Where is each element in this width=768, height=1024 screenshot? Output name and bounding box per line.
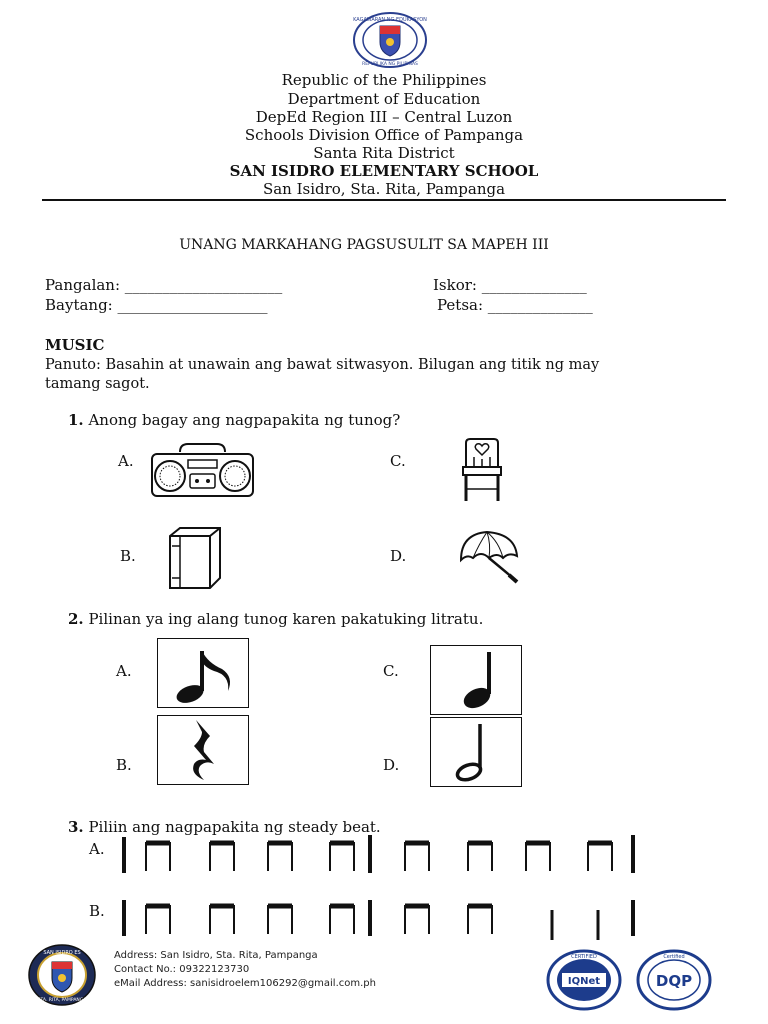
svg-text:IQNet: IQNet	[567, 976, 601, 987]
choice-letter[interactable]: D.	[390, 547, 407, 565]
question-text: Piliin ang nagpapakita ng steady beat.	[88, 818, 381, 836]
choice-letter[interactable]: A.	[89, 840, 105, 858]
question-text: Anong bagay ang nagpapakita ng tunog?	[88, 411, 401, 429]
question-number: 3.	[68, 818, 84, 836]
svg-text:STA. RITA, PAMPANGA: STA. RITA, PAMPANGA	[37, 998, 87, 1003]
dqp-certified-seal-icon	[636, 949, 712, 1015]
question-number: 2.	[68, 610, 84, 628]
eighth-note-icon[interactable]	[157, 638, 249, 708]
footer-contact: Contact No.: 09322123730	[114, 964, 250, 975]
choice-letter[interactable]: A.	[118, 452, 134, 470]
header-line-department: Department of Education	[287, 90, 481, 108]
quarter-rest-icon[interactable]	[157, 715, 249, 785]
question-1	[68, 411, 400, 429]
question-text: Pilinan ya ing alang tunog karen pakatuking litratu.	[88, 610, 484, 628]
svg-text:CERTIFIED: CERTIFIED	[571, 954, 597, 960]
question-2	[68, 610, 483, 628]
deped-seal-icon	[352, 12, 428, 68]
exam-title: UNANG MARKAHANG PAGSUSULIT SA MAPEH III	[179, 237, 549, 253]
school-seal-icon	[28, 944, 96, 1010]
choice-letter[interactable]: A.	[116, 662, 132, 680]
name-field: Pangalan: _____________________	[45, 276, 283, 294]
header-line-division: Schools Division Office of Pampanga	[244, 126, 524, 144]
choice-letter[interactable]: B.	[116, 756, 132, 774]
iqnet-certified-seal-icon	[546, 949, 622, 1015]
footer-address: Address: San Isidro, Sta. Rita, Pampanga	[114, 950, 318, 961]
section-title: MUSIC	[45, 336, 105, 354]
radio-boombox-icon[interactable]	[150, 442, 255, 502]
book-icon[interactable]	[166, 526, 222, 596]
choice-letter[interactable]: B.	[120, 547, 136, 565]
school-name: SAN ISIDRO ELEMENTARY SCHOOL	[229, 162, 539, 180]
svg-text:SAN ISIDRO ES: SAN ISIDRO ES	[43, 950, 81, 956]
choice-letter[interactable]: D.	[383, 756, 400, 774]
svg-text:Certified: Certified	[663, 954, 685, 960]
grade-field: Baytang: ____________________	[45, 296, 268, 314]
footer-email[interactable]: eMail Address: sanisidroelem106292@gmail.com.ph	[114, 978, 376, 989]
date-field: Petsa: ______________	[437, 296, 593, 314]
instructions-line1: Panuto: Basahin at unawain ang bawat sitwasyon. Bilugan ang titik ng may	[45, 357, 600, 373]
svg-text:KAGAWARAN NG EDUKASYON: KAGAWARAN NG EDUKASYON	[353, 17, 427, 23]
choice-letter[interactable]: C.	[383, 662, 399, 680]
header-line-republic: Republic of the Philippines	[281, 71, 487, 89]
school-address: San Isidro, Sta. Rita, Pampanga	[262, 180, 506, 198]
header-line-district: Santa Rita District	[313, 144, 455, 162]
half-note-icon[interactable]	[430, 717, 522, 787]
rhythm-pattern-icon[interactable]	[118, 896, 638, 946]
rhythm-pattern-icon[interactable]	[118, 833, 638, 881]
score-field: Iskor: ______________	[433, 276, 587, 294]
umbrella-icon[interactable]	[457, 528, 521, 590]
instructions-line2: tamang sagot.	[45, 376, 150, 392]
header-divider	[42, 199, 726, 201]
header-line-region: DepEd Region III – Central Luzon	[255, 108, 513, 126]
choice-letter[interactable]: C.	[390, 452, 406, 470]
choice-letter[interactable]: B.	[89, 902, 105, 920]
quarter-note-icon[interactable]	[430, 645, 522, 715]
svg-text:REPUBLIKA NG PILIPINAS: REPUBLIKA NG PILIPINAS	[362, 62, 418, 67]
svg-text:DQP: DQP	[655, 972, 693, 990]
chair-icon[interactable]	[460, 437, 504, 507]
question-number: 1.	[68, 411, 84, 429]
